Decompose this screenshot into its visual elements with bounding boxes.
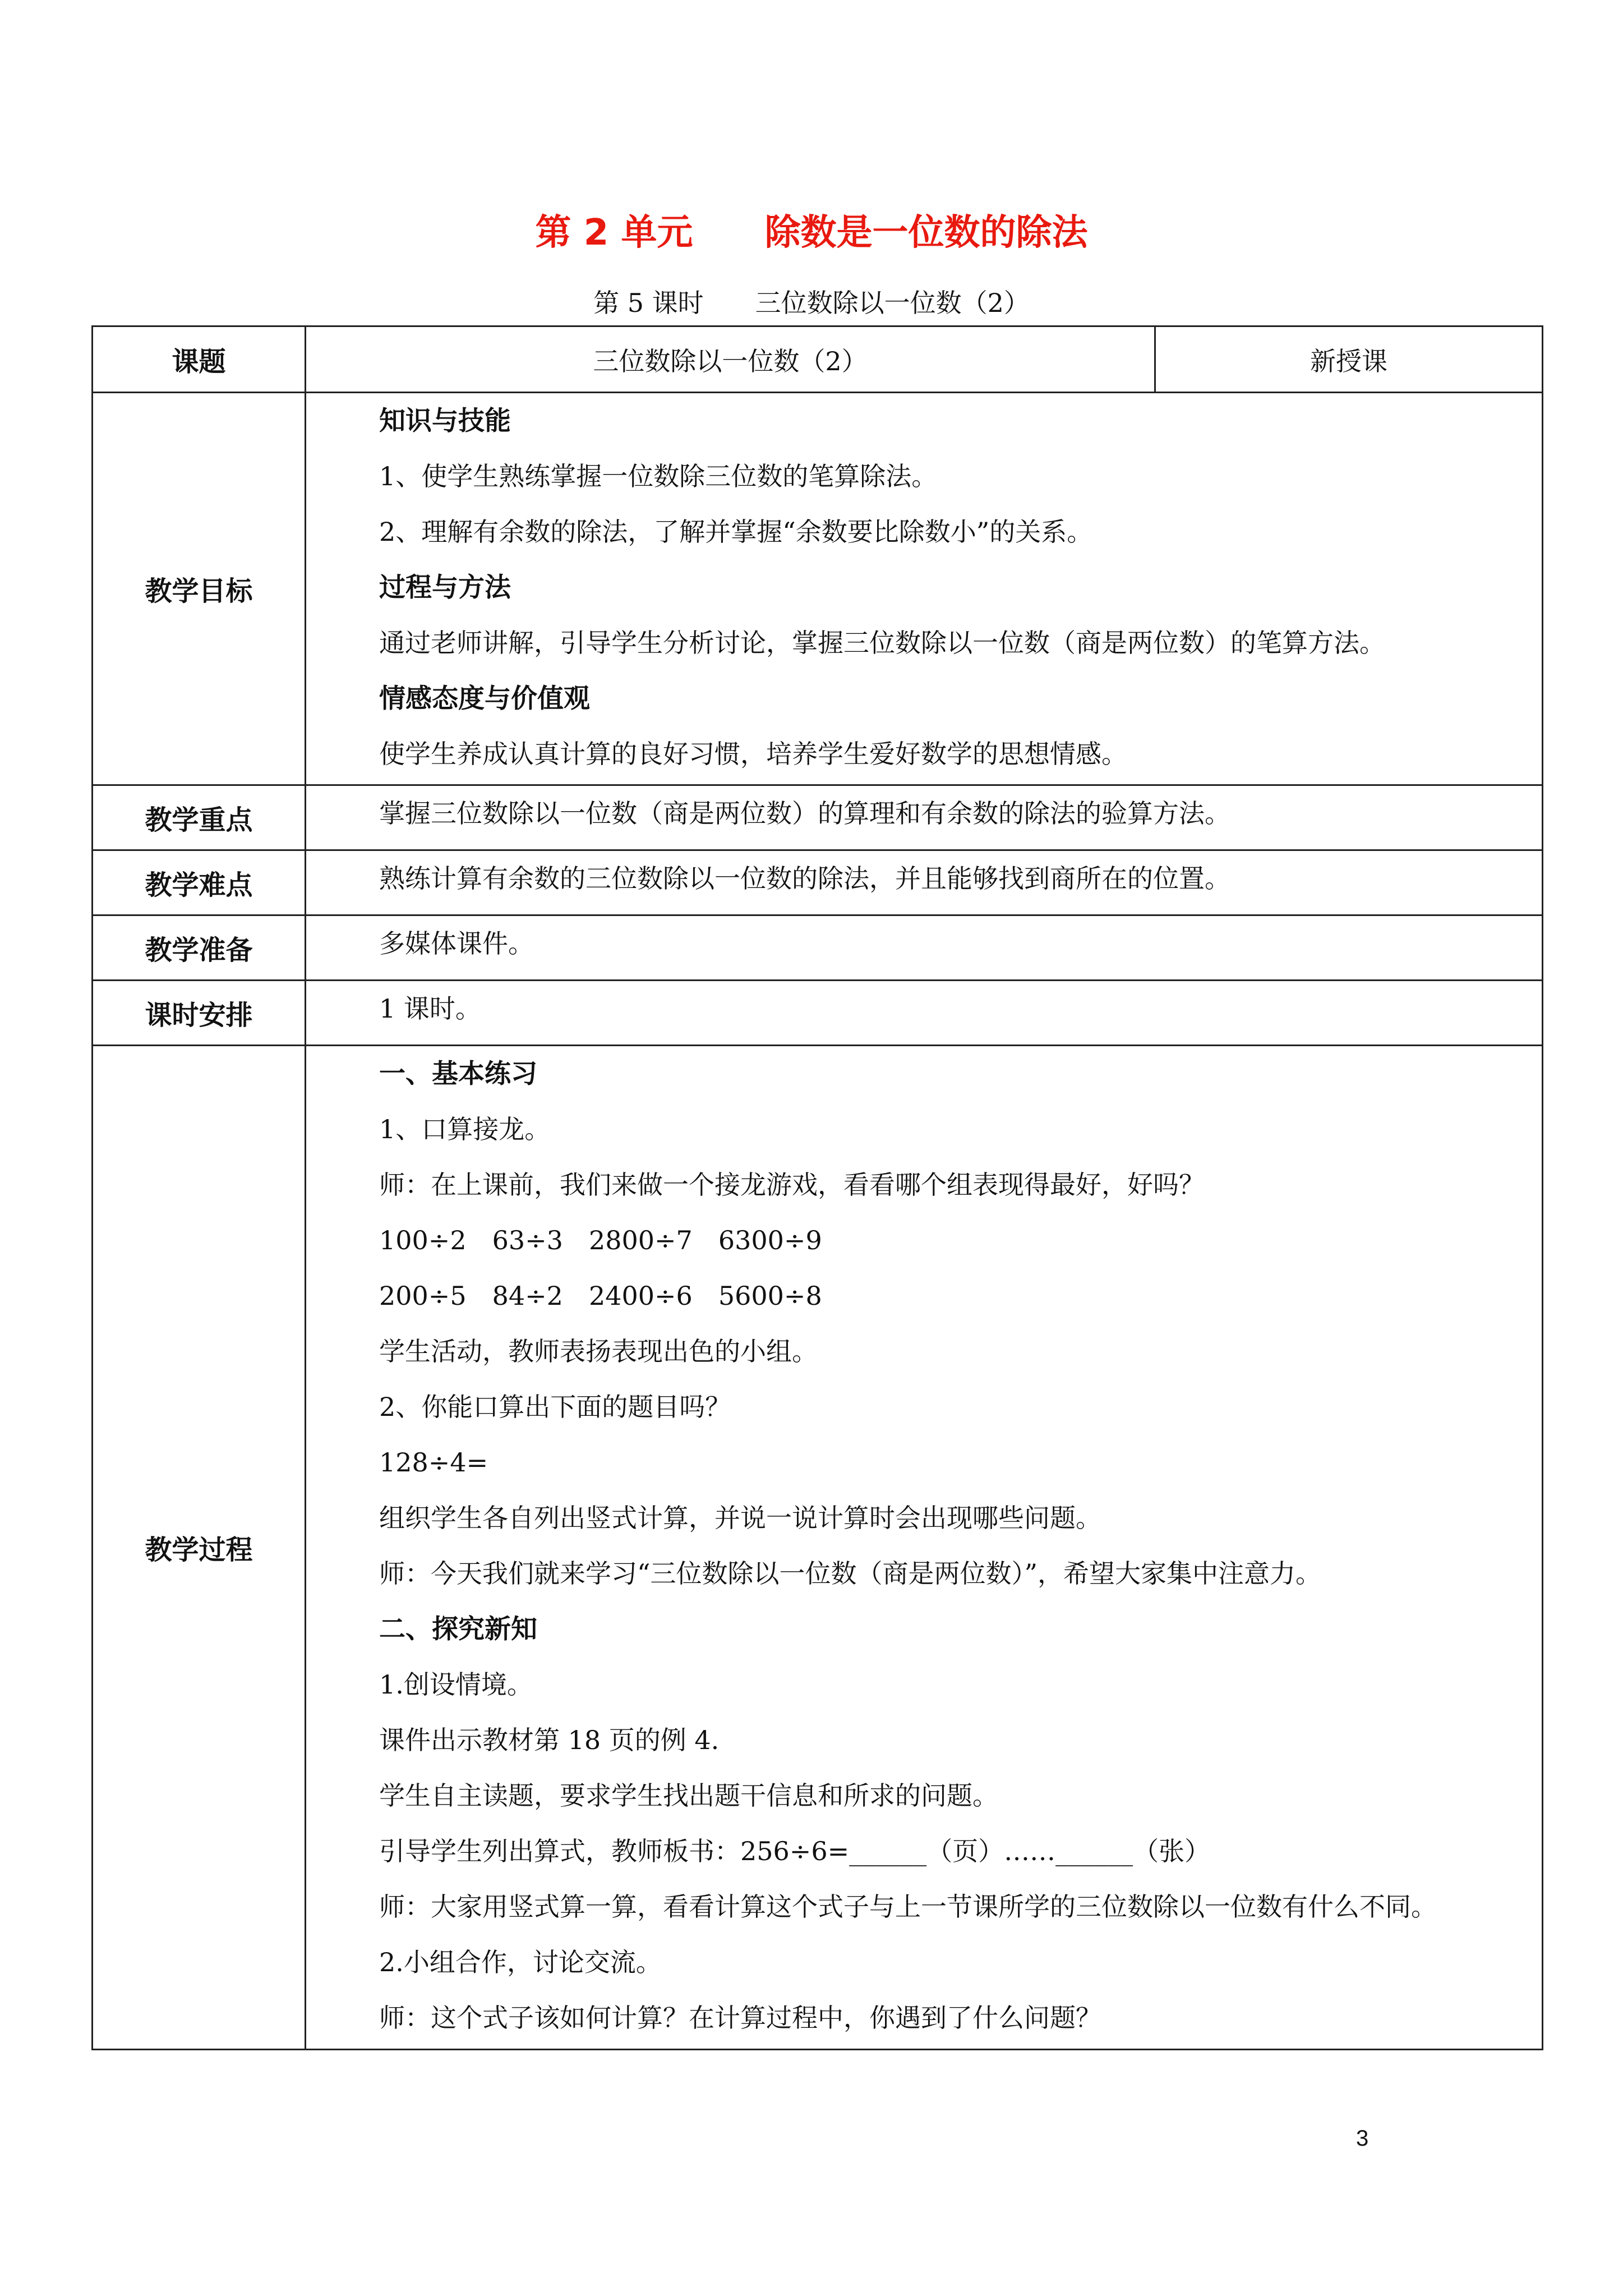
preparation-content	[306, 915, 1543, 981]
preparation-label: 教学准备	[93, 915, 306, 981]
objectives-label: 教学目标	[93, 393, 306, 785]
difficulty-content	[306, 850, 1543, 915]
process-heading: 一、基本练习	[379, 1059, 537, 1089]
process-label: 教学过程	[93, 1046, 306, 2050]
schedule-label: 课时安排	[93, 981, 306, 1046]
process-line: 师：这个式子该如何计算？在计算过程中，你遇到了什么问题？	[379, 2003, 1101, 2033]
process-line: 学生活动，教师表扬表现出色的小组。	[379, 1336, 818, 1366]
process-line: 2、你能口算出下面的题目吗？	[379, 1392, 731, 1422]
process-line: 课件出示教材第 18 页的例 4.	[379, 1725, 720, 1755]
lesson-subtitle: 第 5 课时 三位数除以一位数（2）	[593, 288, 1030, 318]
key-points-content	[306, 785, 1543, 850]
topic-label: 课题	[93, 326, 306, 393]
process-line: 200÷5 84÷2 2400÷6 5600÷8	[379, 1281, 822, 1311]
difficulty-text: 熟练计算有余数的三位数除以一位数的除法，并且能够找到商所在的位置。	[379, 863, 1230, 894]
objective-line: 通过老师讲解，引导学生分析讨论，掌握三位数除以一位数（商是两位数）的笔算方法。	[379, 628, 1385, 658]
row-key-points	[93, 785, 1543, 850]
key-points-label: 教学重点	[93, 785, 306, 850]
page-number: 3	[1356, 2126, 1369, 2151]
objective-line: 1、使学生熟练掌握一位数除三位数的笔算除法。	[379, 461, 938, 491]
schedule-text: 1 课时。	[379, 993, 481, 1024]
process-line: 师：今天我们就来学习“三位数除以一位数（商是两位数）”，希望大家集中注意力。	[379, 1558, 1322, 1589]
process-list	[306, 1046, 1542, 2046]
process-line: 1、口算接龙。	[379, 1114, 551, 1144]
preparation-text: 多媒体课件。	[379, 928, 534, 959]
row-objectives	[93, 393, 1543, 785]
row-difficulty	[93, 850, 1543, 915]
process-line: 师：在上课前，我们来做一个接龙游戏，看看哪个组表现得最好，好吗？	[379, 1170, 1205, 1200]
row-preparation	[93, 915, 1543, 981]
objectives-list	[306, 393, 1542, 782]
objective-heading: 过程与方法	[379, 572, 511, 603]
lesson-type: 新授课	[1155, 326, 1543, 393]
objective-line: 使学生养成认真计算的良好习惯，培养学生爱好数学的思想情感。	[379, 739, 1127, 769]
process-line: 引导学生列出算式，教师板书：256÷6=______（页）……______（张）	[379, 1836, 1211, 1866]
process-line: 100÷2 63÷3 2800÷7 6300÷9	[379, 1225, 822, 1255]
process-heading: 二、探究新知	[379, 1614, 537, 1645]
process-line: 128÷4=	[379, 1447, 488, 1478]
process-content	[306, 1046, 1543, 2050]
topic-value: 三位数除以一位数（2）	[306, 326, 1155, 393]
row-topic	[93, 326, 1543, 393]
process-line: 师：大家用竖式算一算，看看计算这个式子与上一节课所学的三位数除以一位数有什么不同。	[379, 1892, 1437, 1922]
key-points-text: 掌握三位数除以一位数（商是两位数）的算理和有余数的除法的验算方法。	[379, 798, 1230, 829]
page-title: 第 2 单元 除数是一位数的除法	[535, 212, 1088, 254]
objective-heading: 情感态度与价值观	[379, 683, 590, 714]
objective-line: 2、理解有余数的除法，了解并掌握“余数要比除数小”的关系。	[379, 517, 1093, 547]
row-process	[93, 1046, 1543, 2050]
schedule-content	[306, 981, 1543, 1046]
difficulty-label: 教学难点	[93, 850, 306, 915]
row-schedule	[93, 981, 1543, 1046]
process-line: 2.小组合作，讨论交流。	[379, 1947, 662, 1977]
lesson-plan-table	[91, 325, 1543, 2050]
objectives-content	[306, 393, 1543, 785]
process-line: 学生自主读题，要求学生找出题干信息和所求的问题。	[379, 1780, 998, 1811]
process-line: 组织学生各自列出竖式计算，并说一说计算时会出现哪些问题。	[379, 1503, 1101, 1533]
objective-heading: 知识与技能	[379, 406, 511, 436]
process-line: 1.创设情境。	[379, 1669, 533, 1700]
